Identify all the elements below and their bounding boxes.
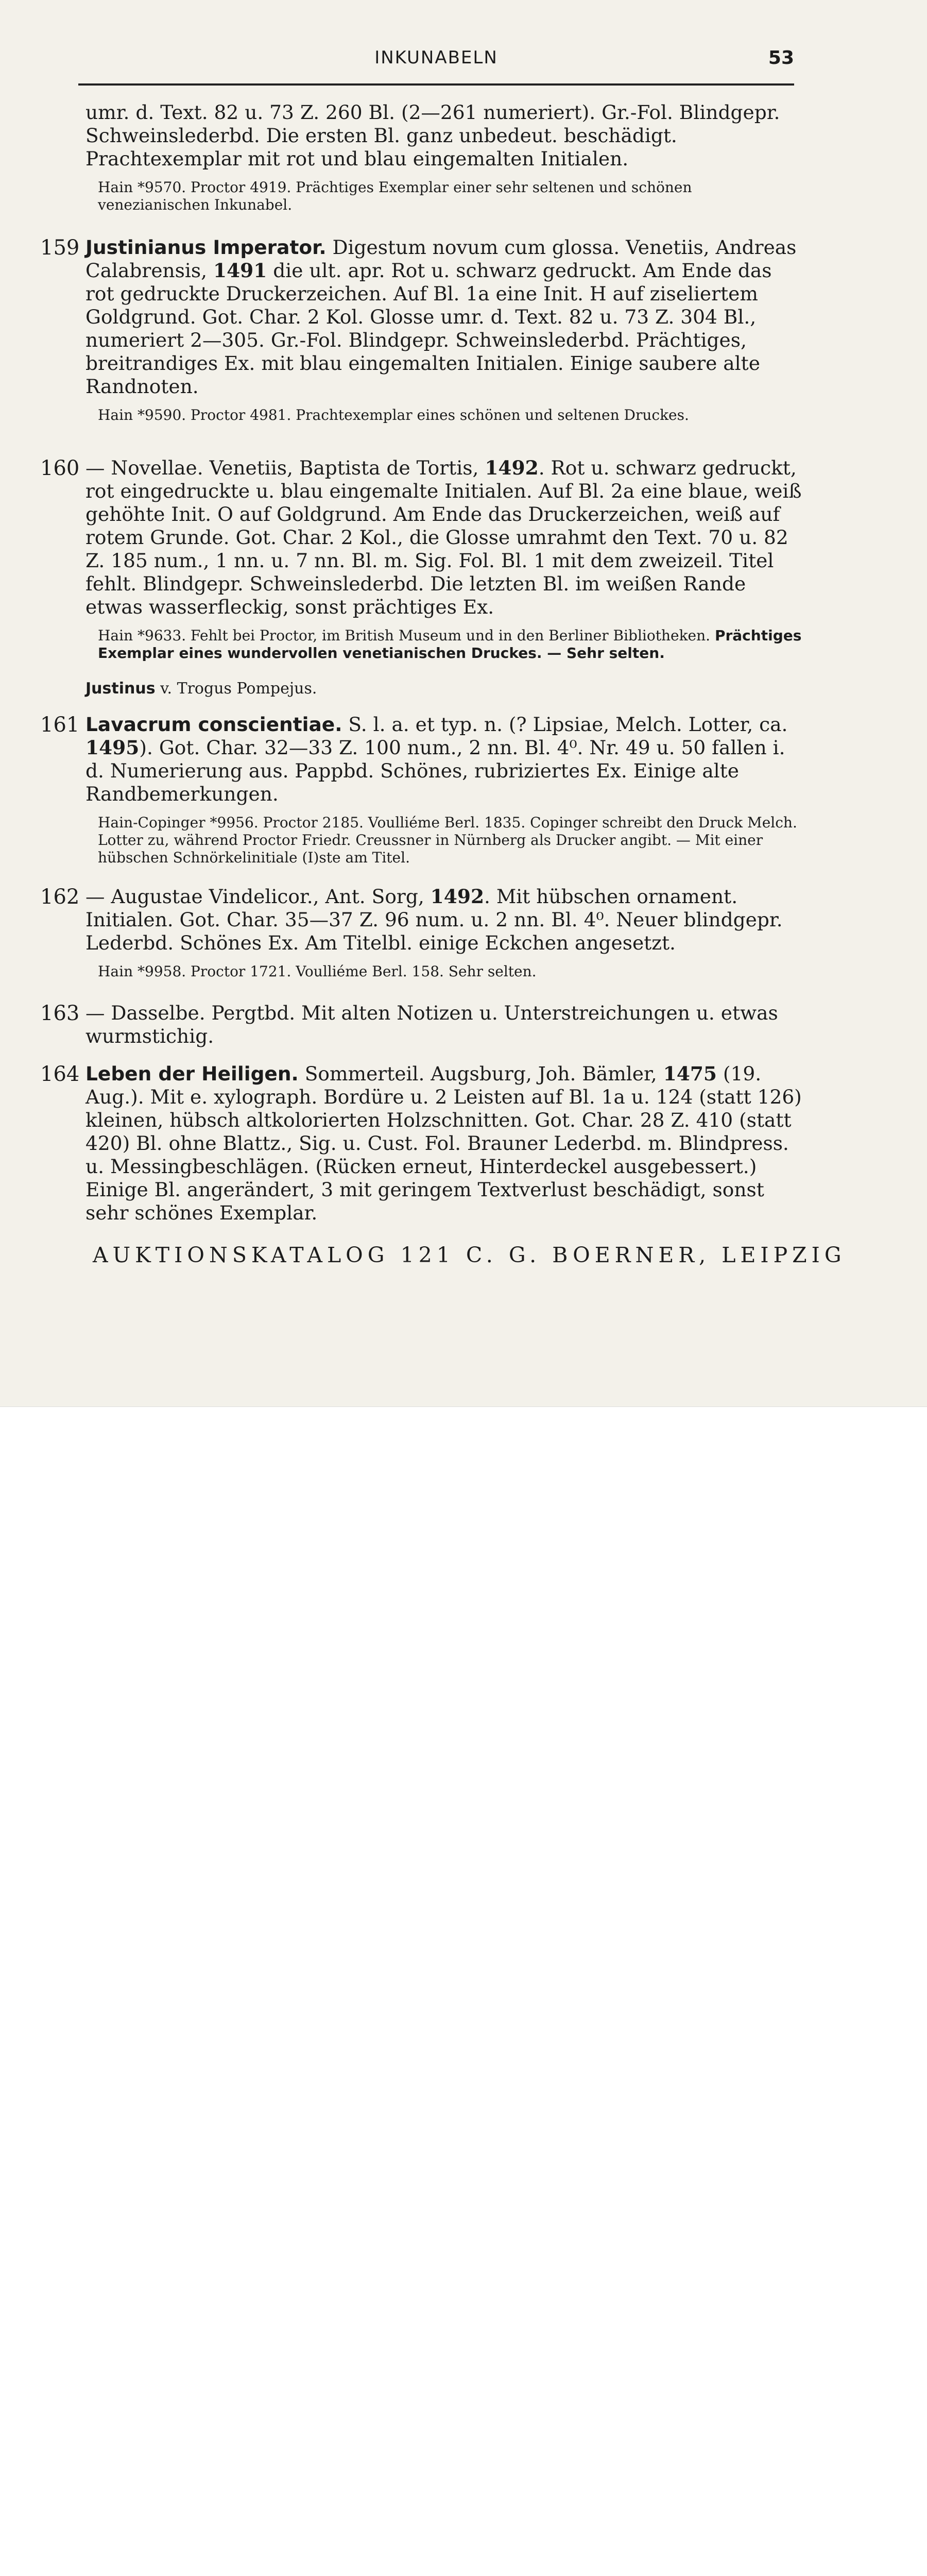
entry-number: 159 [40, 236, 80, 260]
entry-number: 163 [40, 1002, 80, 1025]
entry-text: Justinianus Imperator. Digestum novum cum glossa. Venetiis, Andreas Calabrensis, 1491 die ult. apr. Rot u. schwarz gedruckt. Am Ende das rot gedruckte Druckerzeichen. Auf Bl. 1a eine Init. H auf ziseliertem Goldgrund. Got. Char. 2 Kol. Glosse umr. d. Text. 82 u. 73 Z. 304 Bl., numeriert 2—305. Gr.-Fol. Blindgepr. Schweinslederbd. Prächtiges, breitrandiges Ex. mit blau eingemalten Initialen. Einige saubere alte Randnoten. [85, 236, 797, 398]
entry-year: 1475 [663, 1062, 717, 1085]
entry-164 [40, 1062, 804, 1225]
entry-163 [40, 1002, 804, 1048]
entry-year: 1491 [213, 259, 267, 282]
entry-number: 162 [40, 885, 80, 909]
entry-note: Hain-Copinger *9956. Proctor 2185. Voulliéme Berl. 1835. Copinger schreibt den Druck Melch. Lotter zu, während Proctor Friedr. Creussner in Nürnberg als Drucker angibt. — Mit einer hübschen Schnörkelinitiale (I)ste am Titel. [98, 814, 797, 866]
entry-year: 1492 [430, 885, 485, 908]
running-title: INKUNABELN [374, 47, 498, 68]
entry-text: — Dasselbe. Pergtbd. Mit alten Notizen u. Unterstreichungen u. etwas wurmstichig. [85, 1002, 778, 1047]
entry-heading: Lavacrum conscientiae. [85, 713, 342, 736]
entry-note: Hain *9570. Proctor 4919. Prächtiges Exemplar einer sehr seltenen und schönen venezianischen Inkunabel. [98, 179, 692, 213]
entry-year: 1495 [85, 736, 140, 759]
entry-159 [40, 236, 804, 424]
entry-number: 161 [40, 713, 80, 737]
cross-reference: Justinus v. Trogus Pompejus. [85, 680, 317, 698]
page-number: 53 [768, 47, 794, 69]
entry-note: Hain *9958. Proctor 1721. Voulliéme Berl. 158. Sehr selten. [98, 963, 537, 980]
entry-note: Hain *9590. Proctor 4981. Prachtexemplar eines schönen und seltenen Druckes. [98, 406, 689, 423]
entry-158-continuation [85, 101, 804, 214]
entry-note: Hain *9633. Fehlt bei Proctor, im British Museum und in den Berliner Bibliotheken. Prächtiges Exemplar eines wundervollen venetianischen Druckes. — Sehr selten. [98, 627, 802, 662]
entry-year: 1492 [485, 456, 539, 479]
entry-160 [40, 456, 804, 662]
entry-number: 164 [40, 1062, 80, 1086]
entry-heading: Justinianus Imperator. [85, 236, 327, 259]
entry-text: Leben der Heiligen. Sommerteil. Augsburg, Joh. Bämler, 1475 (19. Aug.). Mit e. xylograph. Bordüre u. 2 Leisten auf Bl. 1a u. 124 (statt 126) kleinen, hübsch altkolorierten Holzschnitten. Got. Char. 28 Z. 410 (statt 420) Bl. ohne Blattz., Sig. u. Cust. Fol. Brauner Lederbd. m. Blindpress. u. Messingbeschlägen. (Rücken erneut, Hinterdeckel ausgebessert.) Einige Bl. angerändert, 3 mit geringem Textverlust beschädigt, sonst sehr schönes Exemplar. [85, 1062, 802, 1224]
entry-161 [40, 713, 804, 867]
entry-text: Lavacrum conscientiae. S. l. a. et typ. n. (? Lipsiae, Melch. Lotter, ca. 1495). Got. Char. 32—33 Z. 100 num., 2 nn. Bl. 4⁰. Nr. 49 u. 50 fallen i. d. Numerierung aus. Pappbd. Schönes, rubriziertes Ex. Einige alte Randbemerkungen. [85, 713, 788, 805]
entry-note-highlight: Prächtiges Exemplar eines wundervollen venetianischen Druckes. — Sehr selten. [98, 627, 802, 662]
entry-text: — Augustae Vindelicor., Ant. Sorg, 1492. Mit hübschen ornament. Initialen. Got. Char. 35—37 Z. 96 num. u. 2 nn. Bl. 4⁰. Neuer blindgepr. Lederbd. Schönes Ex. Am Titelbl. einige Eckchen angesetzt. [85, 885, 783, 954]
catalog-footer-title: AUKTIONSKATALOG 121 C. G. BOERNER, LEIPZIG [93, 1243, 846, 1267]
entry-text: — Novellae. Venetiis, Baptista de Tortis, 1492. Rot u. schwarz gedruckt, rot eingedruckte u. blau eingemalte Initialen. Auf Bl. 2a eine blaue, weiß gehöhte Init. O auf Goldgrund. Am Ende das Druckerzeichen, weiß auf rotem Grunde. Got. Char. 2 Kol., die Glosse umrahmt den Text. 70 u. 82 Z. 185 num., 1 nn. u. 7 nn. Bl. m. Sig. Fol. Bl. 1 mit dem zweizeil. Titel fehlt. Blindgepr. Schweinslederbd. Die letzten Bl. im weißen Rande etwas wasserfleckig, sonst prächtiges Ex. [85, 456, 802, 618]
entry-162 [40, 885, 804, 980]
page-header [78, 47, 794, 86]
entry-heading: Leben der Heiligen. [85, 1062, 299, 1085]
cross-reference-heading: Justinus [85, 680, 156, 698]
entry-number: 160 [40, 456, 80, 480]
digitization-bar [0, 1406, 927, 1478]
entry-text: umr. d. Text. 82 u. 73 Z. 260 Bl. (2—261 numeriert). Gr.-Fol. Blindgepr. Schweinslederbd. Die ersten Bl. ganz unbedeut. beschädigt. Prachtexemplar mit rot und blau eingemalten Initialen. [85, 101, 780, 170]
